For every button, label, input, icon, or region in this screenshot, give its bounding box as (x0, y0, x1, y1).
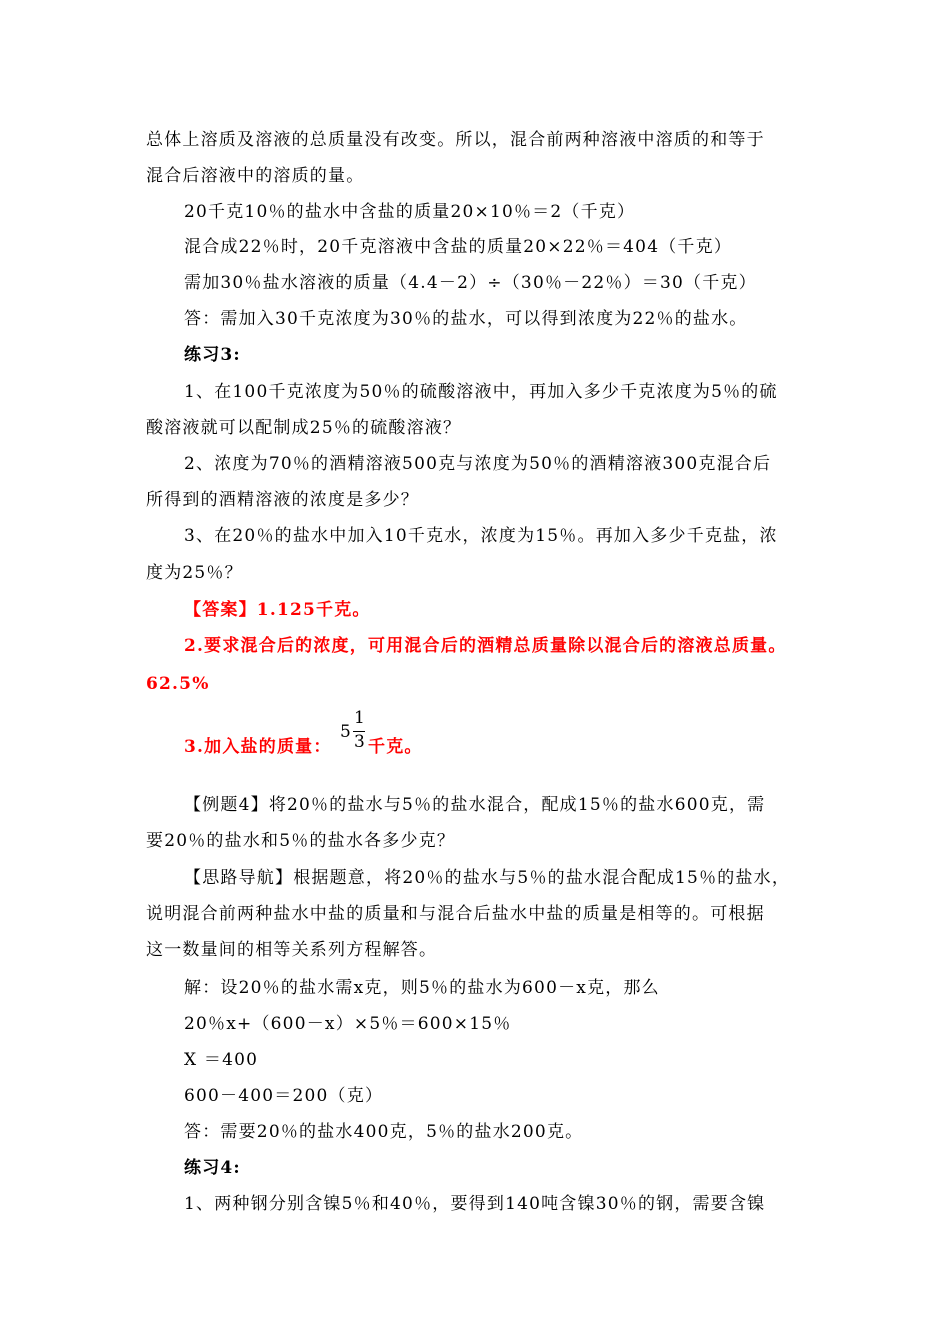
exercise-heading: 练习3: (184, 345, 241, 365)
answer-key: 62.5% (146, 674, 210, 694)
paragraph-line: 这一数量间的相等关系列方程解答。 (146, 940, 438, 960)
calc-line: 混合成22％时，20千克溶液中含盐的质量20×22％＝404（千克） (184, 237, 733, 257)
guidance-line: 【思路导航】根据题意，将20％的盐水与5％的盐水混合配成15％的盐水， (184, 868, 791, 888)
solution-line: 解：设20％的盐水需x克，则5％的盐水为600－x克，那么 (184, 978, 660, 998)
answer-line: 答：需要20％的盐水400克，5％的盐水200克。 (184, 1122, 584, 1142)
mixed-fraction (340, 708, 368, 754)
answer-key: 3.加入盐的质量： (184, 737, 332, 757)
equation-line: 20％x+（600－x）×5％＝600×15％ (184, 1014, 512, 1034)
exercise-item: 所得到的酒精溶液的浓度是多少？ (146, 490, 419, 510)
exercise-heading: 练习4: (184, 1158, 241, 1178)
equation-line: 600－400＝200（克） (184, 1086, 384, 1106)
calc-line: 需加30％盐水溶液的质量（4.4－2）÷（30％－22％）＝30（千克） (184, 273, 757, 293)
fraction-whole: 5 (340, 722, 351, 742)
exercise-item: 3、在20％的盐水中加入10千克水，浓度为15％。再加入多少千克盐，浓 (184, 526, 778, 546)
fraction-numerator: 1 (354, 708, 365, 728)
answer-key: 2.要求混合后的浓度，可用混合后的酒精总质量除以混合后的溶液总质量。 (184, 636, 787, 656)
exercise-item: 2、浓度为70％的酒精溶液500克与浓度为50％的酒精溶液300克混合后 (184, 454, 772, 474)
fraction-denominator: 3 (354, 732, 365, 752)
answer-key: 【答案】1.125千克。 (184, 600, 371, 620)
answer-line: 答：需加入30千克浓度为30％的盐水，可以得到浓度为22％的盐水。 (184, 309, 748, 329)
equation-line: X ＝400 (184, 1050, 259, 1070)
exercise-item: 1、两种钢分别含镍5％和40％，要得到140吨含镍30％的钢，需要含镍 (184, 1194, 766, 1214)
answer-key-unit: 千克。 (368, 737, 423, 757)
example-heading: 【例题4】将20％的盐水与5％的盐水混合，配成15％的盐水600克，需 (184, 795, 766, 815)
exercise-item: 1、在100千克浓度为50％的硫酸溶液中，再加入多少千克浓度为5％的硫 (184, 382, 778, 402)
exercise-item: 酸溶液就可以配制成25％的硫酸溶液？ (146, 418, 462, 438)
paragraph-line: 要20％的盐水和5％的盐水各多少克？ (146, 831, 456, 851)
calc-line: 20千克10％的盐水中含盐的质量20×10％＝2（千克） (184, 202, 636, 222)
paragraph-line: 说明混合前两种盐水中盐的质量和与混合后盐水中盐的质量是相等的。可根据 (146, 904, 765, 924)
paragraph-line: 混合后溶液中的溶质的量。 (146, 166, 365, 186)
exercise-item: 度为25％？ (146, 563, 243, 583)
paragraph-line: 总体上溶质及溶液的总质量没有改变。所以，混合前两种溶液中溶质的和等于 (146, 130, 765, 150)
